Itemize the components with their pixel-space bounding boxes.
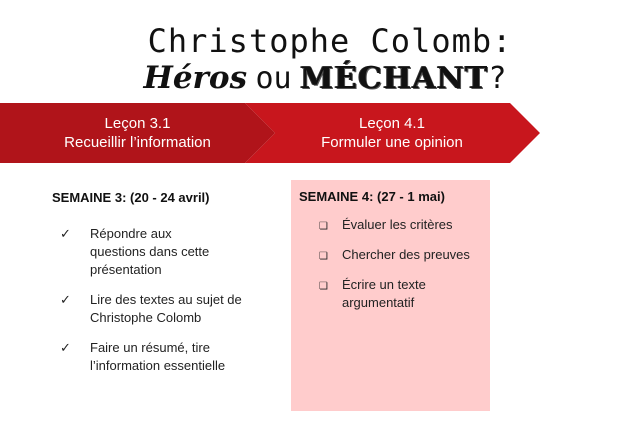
lesson-4-1-number: Leçon 4.1 bbox=[359, 115, 425, 132]
week-4-list bbox=[299, 216, 482, 312]
empty-checkbox-icon: ❏ bbox=[319, 251, 328, 262]
lesson-4-1-title: Formuler une opinion bbox=[321, 134, 463, 151]
check-mark-icon: ✓ bbox=[60, 340, 71, 355]
week-4-item-text: Évaluer les critères bbox=[342, 217, 453, 232]
title-heros: Héros bbox=[143, 60, 248, 96]
lesson-4-1-label bbox=[262, 103, 522, 163]
week-3-item-text: Lire des textes au sujet de Christophe Colomb bbox=[90, 292, 242, 325]
list-item bbox=[299, 246, 482, 264]
week-4-heading: SEMAINE 4: (27 - 1 mai) bbox=[299, 189, 445, 204]
title-mechant: MÉCHANT bbox=[300, 61, 489, 96]
list-item bbox=[52, 225, 230, 279]
title-line-1: Christophe Colomb: bbox=[147, 22, 513, 60]
list-item bbox=[52, 291, 254, 327]
week-3-list bbox=[52, 225, 272, 375]
title-line-2 bbox=[0, 60, 620, 96]
week-4-item-text: Chercher des preuves bbox=[342, 247, 470, 262]
list-item bbox=[299, 276, 432, 312]
title-question-mark: ? bbox=[488, 61, 507, 96]
week-4-item-text: Écrire un texte argumentatif bbox=[342, 277, 426, 310]
empty-checkbox-icon: ❏ bbox=[319, 281, 328, 292]
check-mark-icon: ✓ bbox=[60, 226, 71, 241]
week-3-item-text: Faire un résumé, tire l’information essentielle bbox=[90, 340, 226, 373]
week-4-section bbox=[291, 180, 490, 411]
lesson-3-1-title: Recueillir l’information bbox=[64, 134, 211, 151]
list-item bbox=[52, 339, 248, 375]
list-item bbox=[299, 216, 482, 234]
empty-checkbox-icon: ❏ bbox=[319, 221, 328, 232]
lesson-banner bbox=[0, 103, 540, 163]
week-3-heading: SEMAINE 3: (20 - 24 avril) bbox=[52, 190, 210, 205]
check-mark-icon: ✓ bbox=[60, 292, 71, 307]
lesson-3-1-number: Leçon 3.1 bbox=[104, 115, 171, 132]
lesson-3-1-label bbox=[0, 103, 275, 163]
title-ou: ou bbox=[255, 61, 292, 96]
week-3-item-text: Répondre aux questions dans cette présentation bbox=[90, 226, 210, 277]
week-3-section bbox=[52, 190, 272, 375]
